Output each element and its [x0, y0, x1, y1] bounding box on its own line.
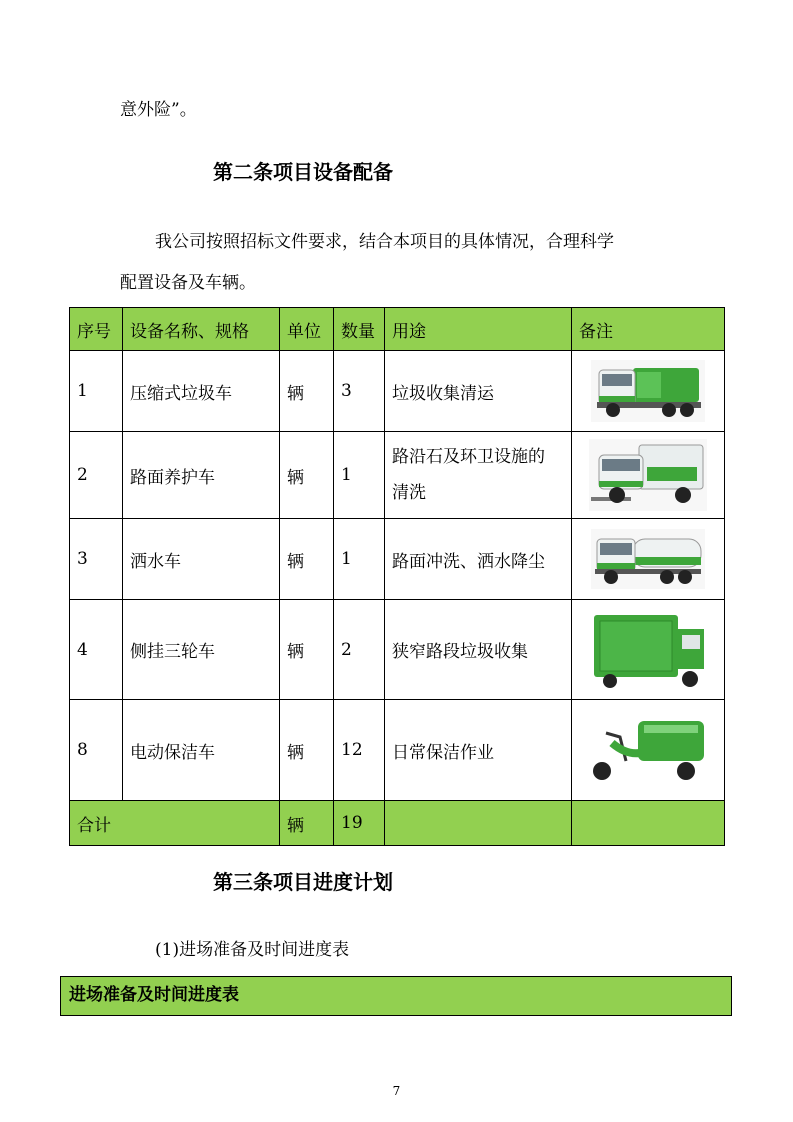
intro-tail-text: 意外险”。	[120, 100, 197, 120]
row-number: 2	[70, 432, 123, 519]
unit: 辆	[280, 700, 334, 801]
photo-cell	[572, 351, 725, 432]
total-quantity: 19	[334, 801, 385, 846]
table-total-row	[70, 801, 725, 846]
usage	[385, 432, 572, 519]
section2-paragraph-line2: 配置设备及车辆。	[120, 273, 256, 293]
equipment-name: 路面养护车	[123, 432, 280, 519]
total-label: 合计	[70, 801, 280, 846]
equipment-name: 洒水车	[123, 519, 280, 600]
row-number: 1	[70, 351, 123, 432]
header-cell: 数量	[334, 308, 385, 351]
unit: 辆	[280, 351, 334, 432]
header-cell: 备注	[572, 308, 725, 351]
table-row	[70, 351, 725, 432]
schedule-table-title: 进场准备及时间进度表	[60, 976, 732, 1016]
page-number: 7	[392, 1084, 401, 1098]
table-row	[70, 519, 725, 600]
electric-cleaning-cart-image	[586, 713, 710, 787]
equipment-name: 压缩式垃圾车	[123, 351, 280, 432]
quantity: 3	[334, 351, 385, 432]
road-maintenance-truck-image	[587, 437, 709, 513]
header-cell: 单位	[280, 308, 334, 351]
table-header-row	[70, 308, 725, 351]
usage-line2: 清洗	[392, 483, 426, 503]
section3-heading: 第三条项目进度计划	[213, 870, 393, 894]
compactor-truck-image	[589, 358, 707, 424]
unit: 辆	[280, 600, 334, 700]
total-unit: 辆	[280, 801, 334, 846]
table-row	[70, 432, 725, 519]
unit: 辆	[280, 519, 334, 600]
table-row	[70, 600, 725, 700]
section2-heading: 第二条项目设备配备	[213, 160, 393, 184]
quantity: 1	[334, 432, 385, 519]
usage: 路面冲洗、洒水降尘	[385, 519, 572, 600]
header-cell: 序号	[70, 308, 123, 351]
sprinkler-truck-image	[589, 527, 707, 591]
equipment-table	[69, 307, 725, 846]
table-row	[70, 700, 725, 801]
row-number: 4	[70, 600, 123, 700]
equipment-name: 电动保洁车	[123, 700, 280, 801]
row-number: 8	[70, 700, 123, 801]
usage: 狭窄路段垃圾收集	[385, 600, 572, 700]
total-usage	[385, 801, 572, 846]
tricycle-image	[586, 607, 710, 693]
row-number: 3	[70, 519, 123, 600]
header-cell: 设备名称、规格	[123, 308, 280, 351]
quantity: 1	[334, 519, 385, 600]
photo-cell	[572, 600, 725, 700]
header-cell: 用途	[385, 308, 572, 351]
photo-cell	[572, 700, 725, 801]
equipment-name: 侧挂三轮车	[123, 600, 280, 700]
usage: 垃圾收集清运	[385, 351, 572, 432]
unit: 辆	[280, 432, 334, 519]
photo-cell	[572, 432, 725, 519]
usage-line1: 路沿石及环卫设施的	[392, 447, 545, 467]
section3-subheading: (1)进场准备及时间进度表	[155, 940, 350, 960]
quantity: 12	[334, 700, 385, 801]
total-remark	[572, 801, 725, 846]
quantity: 2	[334, 600, 385, 700]
usage: 日常保洁作业	[385, 700, 572, 801]
photo-cell	[572, 519, 725, 600]
section2-paragraph-line1: 我公司按照招标文件要求，结合本项目的具体情况，合理科学	[155, 232, 614, 252]
